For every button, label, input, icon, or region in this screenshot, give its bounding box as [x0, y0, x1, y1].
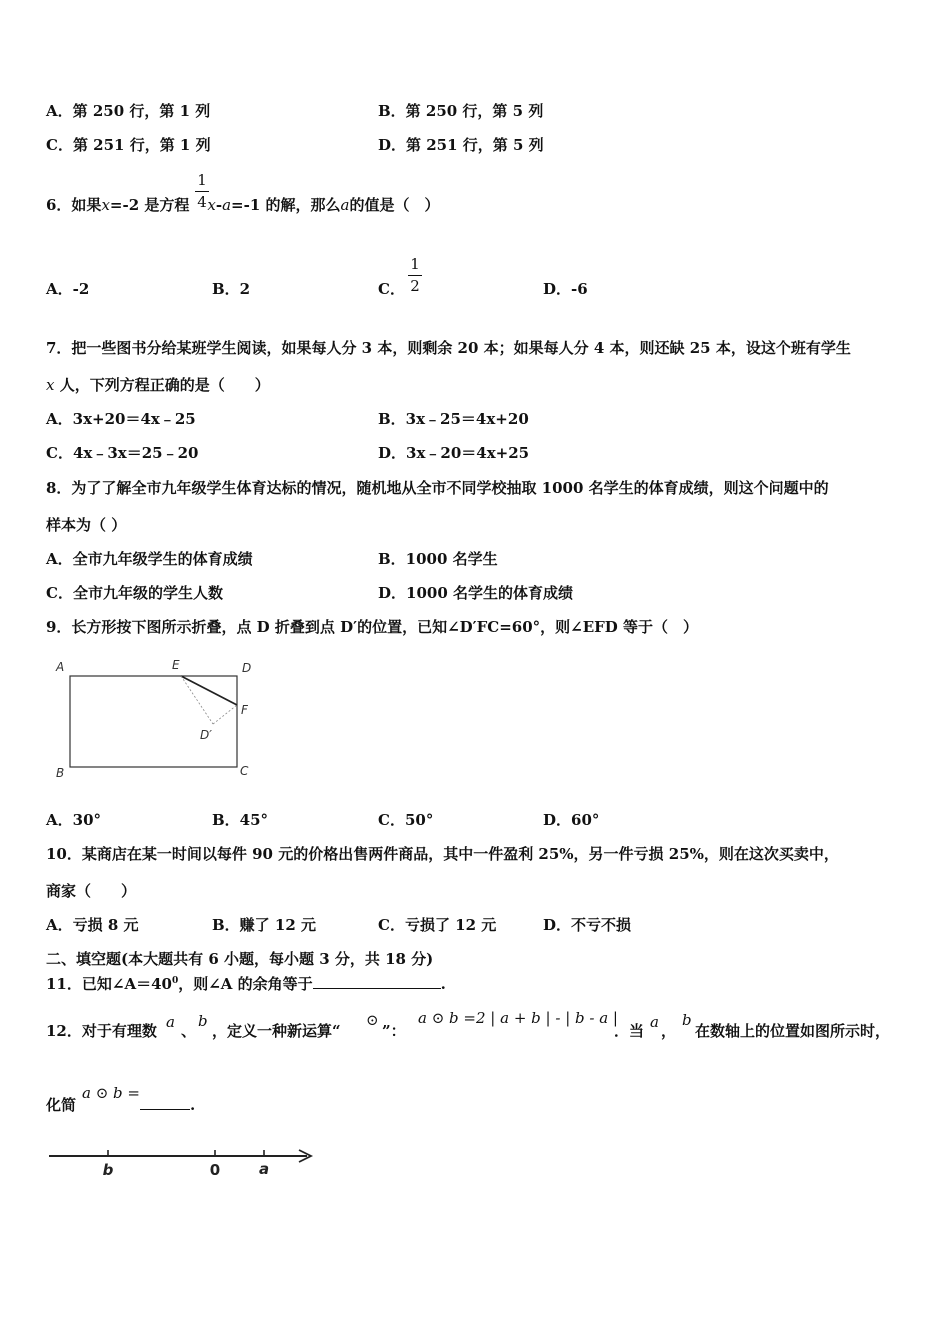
label-a: a — [258, 1160, 270, 1178]
q6-fraction: 1 4 — [195, 173, 209, 210]
q12-stem-prefix: 12．对于有理数 — [46, 1022, 157, 1040]
q12-var-a2: a — [650, 1013, 659, 1031]
q7-stem-line1: 7．把一些图书分给某班学生阅读，如果每人分 3 本，则剩余 20 本；如果每人分 4 本，则还缺 25 本，设这个班有学生 — [46, 339, 851, 357]
q8-option-b: B．1000 名学生 — [378, 550, 498, 568]
q5-option-d: D．第 251 行，第 5 列 — [378, 136, 544, 154]
q12-operator-symbol: ⊙ — [366, 1011, 379, 1029]
q12-var-a: a — [166, 1013, 175, 1031]
q9-rectangle-figure — [50, 655, 270, 785]
q10-stem-line1: 10．某商店在某一时间以每件 90 元的价格出售两件商品，其中一件盈利 25%，另一件亏损 25%，则在这次买卖中， — [46, 845, 839, 863]
q5-option-c: C．第 251 行，第 1 列 — [46, 136, 211, 154]
q12-simplify-expr: a ⊙ b = — [82, 1084, 140, 1102]
label-d: D — [242, 661, 252, 675]
q8-option-c: C．全市九年级的学生人数 — [46, 584, 223, 602]
q7-option-b: B．3x﹣25＝4x+20 — [378, 410, 529, 428]
q8-stem-line2: 样本为（ ） — [46, 516, 127, 534]
q12-stem-mid2: ”： — [382, 1022, 406, 1040]
q6-option-d: D．-6 — [543, 280, 588, 298]
q7-stem-line2: x 人，下列方程正确的是（ ） — [46, 376, 270, 394]
q7-option-d: D．3x﹣20＝4x+25 — [378, 444, 530, 462]
label-b: b — [102, 1161, 114, 1179]
q6-option-c-fraction: 1 2 — [408, 257, 422, 294]
rectangle-abcd — [70, 676, 237, 767]
q12-separator: 、 — [181, 1022, 197, 1040]
number-line — [45, 1142, 320, 1182]
q12-comma: ， — [661, 1022, 677, 1040]
label-a: A — [56, 660, 65, 674]
q7-option-a: A．3x+20＝4x﹣25 — [46, 410, 196, 428]
q10-option-d: D．不亏不损 — [543, 916, 632, 934]
label-d-prime: D′ — [200, 728, 212, 742]
q10-option-c: C．亏损了 12 元 — [378, 916, 497, 934]
q9-option-b: B．45° — [212, 811, 269, 829]
q12-simplify-label: 化简 — [46, 1096, 77, 1114]
q5-option-b: B．第 250 行，第 5 列 — [378, 102, 544, 120]
label-zero: 0 — [209, 1161, 221, 1179]
q8-stem-line1: 8．为了了解全市九年级学生体育达标的情况，随机地从全市不同学校抽取 1000 名学生的体育成绩，则这个问题中的 — [46, 479, 829, 497]
q9-stem: 9．长方形按下图所示折叠，点 D 折叠到点 D′的位置，已知∠D′FC=60°，则∠EFD 等于（ ） — [46, 618, 699, 636]
q12-stem-suffix: 在数轴上的位置如图所示时， — [695, 1022, 891, 1040]
q9-option-a: A．30° — [46, 811, 102, 829]
q12-stem-mid: ，定义一种新运算“ — [212, 1022, 341, 1040]
label-c: C — [240, 764, 249, 778]
q6-option-c: C． — [378, 280, 405, 298]
q5-option-a: A．第 250 行，第 1 列 — [46, 102, 211, 120]
q11-stem: 11．已知$\angle A=40^0$，则∠A 的余角等于 . — [46, 975, 446, 993]
q8-option-a: A．全市九年级学生的体育成绩 — [46, 550, 253, 568]
label-b: B — [56, 766, 65, 780]
q12-formula: a ⊙ b =2 | a + b | - | b - a | — [418, 1009, 618, 1027]
q8-option-d: D．1000 名学生的体育成绩 — [378, 584, 573, 602]
fold-segment-ed — [181, 676, 213, 724]
q9-option-c: C．50° — [378, 811, 434, 829]
q10-option-b: B．赚了 12 元 — [212, 916, 316, 934]
fold-line-ef — [181, 676, 237, 705]
q12-answer-blank: . — [140, 1098, 195, 1113]
q12-var-b2: b — [682, 1011, 692, 1029]
label-f: F — [241, 703, 248, 717]
fold-segment-df — [213, 705, 237, 724]
q12-var-b: b — [198, 1012, 208, 1030]
q9-option-d: D．60° — [543, 811, 600, 829]
q10-stem-line2: 商家（ ） — [46, 882, 137, 900]
label-e: E — [172, 658, 180, 672]
q6-stem: 6．如果x=-2 是方程 x-a=-1 的解，那么a的值是（ ） — [46, 196, 440, 214]
q6-option-b: B．2 — [212, 280, 251, 298]
q6-option-a: A．-2 — [46, 280, 90, 298]
q12-stem-when: ．当 — [614, 1022, 645, 1040]
q7-option-c: C．4x﹣3x＝25﹣20 — [46, 444, 199, 462]
section-2-title: 二、填空题(本大题共有 6 小题，每小题 3 分，共 18 分) — [46, 950, 434, 968]
q10-option-a: A．亏损 8 元 — [46, 916, 139, 934]
